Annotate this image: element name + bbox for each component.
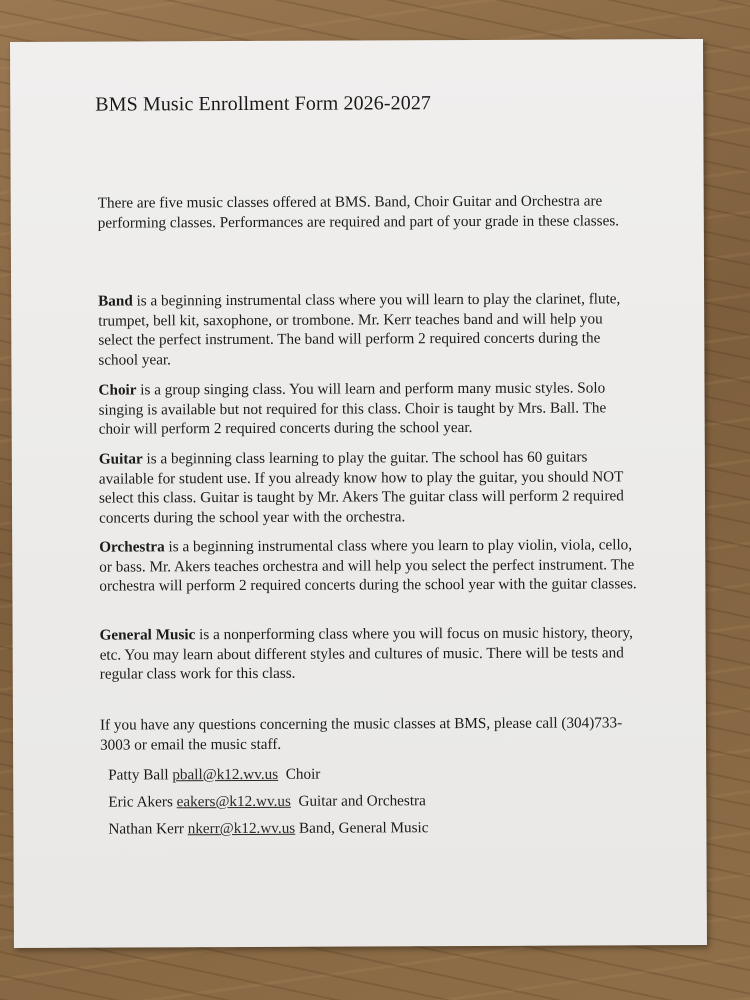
intro-paragraph: There are five music classes offered at BMS. Band, Choir Guitar and Orchestra are performing classes. Performances are required and part of your grade in these classes. (97, 192, 620, 232)
contact-email-link[interactable]: eakers@k12.wv.us (176, 792, 291, 811)
form-title: BMS Music Enrollment Form 2026-2027 (95, 92, 432, 116)
general-music-class-name: General Music (99, 626, 196, 644)
contact-line (108, 766, 320, 785)
guitar-paragraph (99, 447, 639, 527)
questions-paragraph: If you have any questions concerning the music classes at BMS, please call (304)733-3003 or email the music staff. (99, 714, 623, 754)
enrollment-form-paper (10, 39, 707, 948)
contact-name: Patty Ball (108, 766, 169, 784)
choir-description: is a group singing class. You will learn and perform many music styles. Solo singing is available but not required for this class. Choir is taught by Mrs. Ball. The choir will perform 2 required concerts during the school year. (98, 379, 607, 438)
choir-class-name: Choir (98, 381, 137, 399)
contact-line (108, 819, 428, 838)
contact-email-link[interactable]: nkerr@k12.wv.us (187, 819, 296, 838)
contact-subject: Band, General Music (298, 819, 429, 837)
guitar-class-name: Guitar (98, 450, 143, 468)
general-music-paragraph (100, 623, 640, 684)
band-description: is a beginning instrumental class where you will learn to play the clarinet, flute, trumpet, bell kit, saxophone, or trombone. Mr. Kerr teaches band and will help you select the perfect instrument. The band will perform 2 required concerts during the school year. (98, 290, 621, 369)
contact-name: Eric Akers (108, 793, 173, 811)
choir-paragraph (98, 378, 638, 439)
general-music-description: is a nonperforming class where you will focus on music history, theory, etc. You may learn about different styles and cultures of music. There will be tests and regular class work for this class. (99, 624, 633, 683)
contact-line (108, 792, 426, 811)
orchestra-class-name: Orchestra (99, 538, 165, 556)
guitar-description: is a beginning class learning to play the guitar. The school has 60 guitars available for student use. If you already know how to play the guitar, you should NOT select this class. Guitar is taught by Mr. Akers The guitar class will perform 2 required concerts during the school year with the orchestra. (98, 448, 624, 527)
orchestra-paragraph (99, 535, 639, 596)
orchestra-description: is a beginning instrumental class where you learn to play violin, viola, cello, or bass. Mr. Akers teaches orchestra and will help you select the perfect instrument. The orchestra will perform 2 required concerts during the school year with the guitar classes. (99, 536, 637, 595)
band-class-name: Band (98, 292, 133, 310)
contact-email-link[interactable]: pball@k12.wv.us (172, 765, 279, 784)
band-paragraph (98, 289, 638, 369)
contact-subject: Guitar and Orchestra (298, 792, 426, 810)
contact-name: Nathan Kerr (108, 820, 184, 838)
contact-subject: Choir (285, 765, 321, 783)
